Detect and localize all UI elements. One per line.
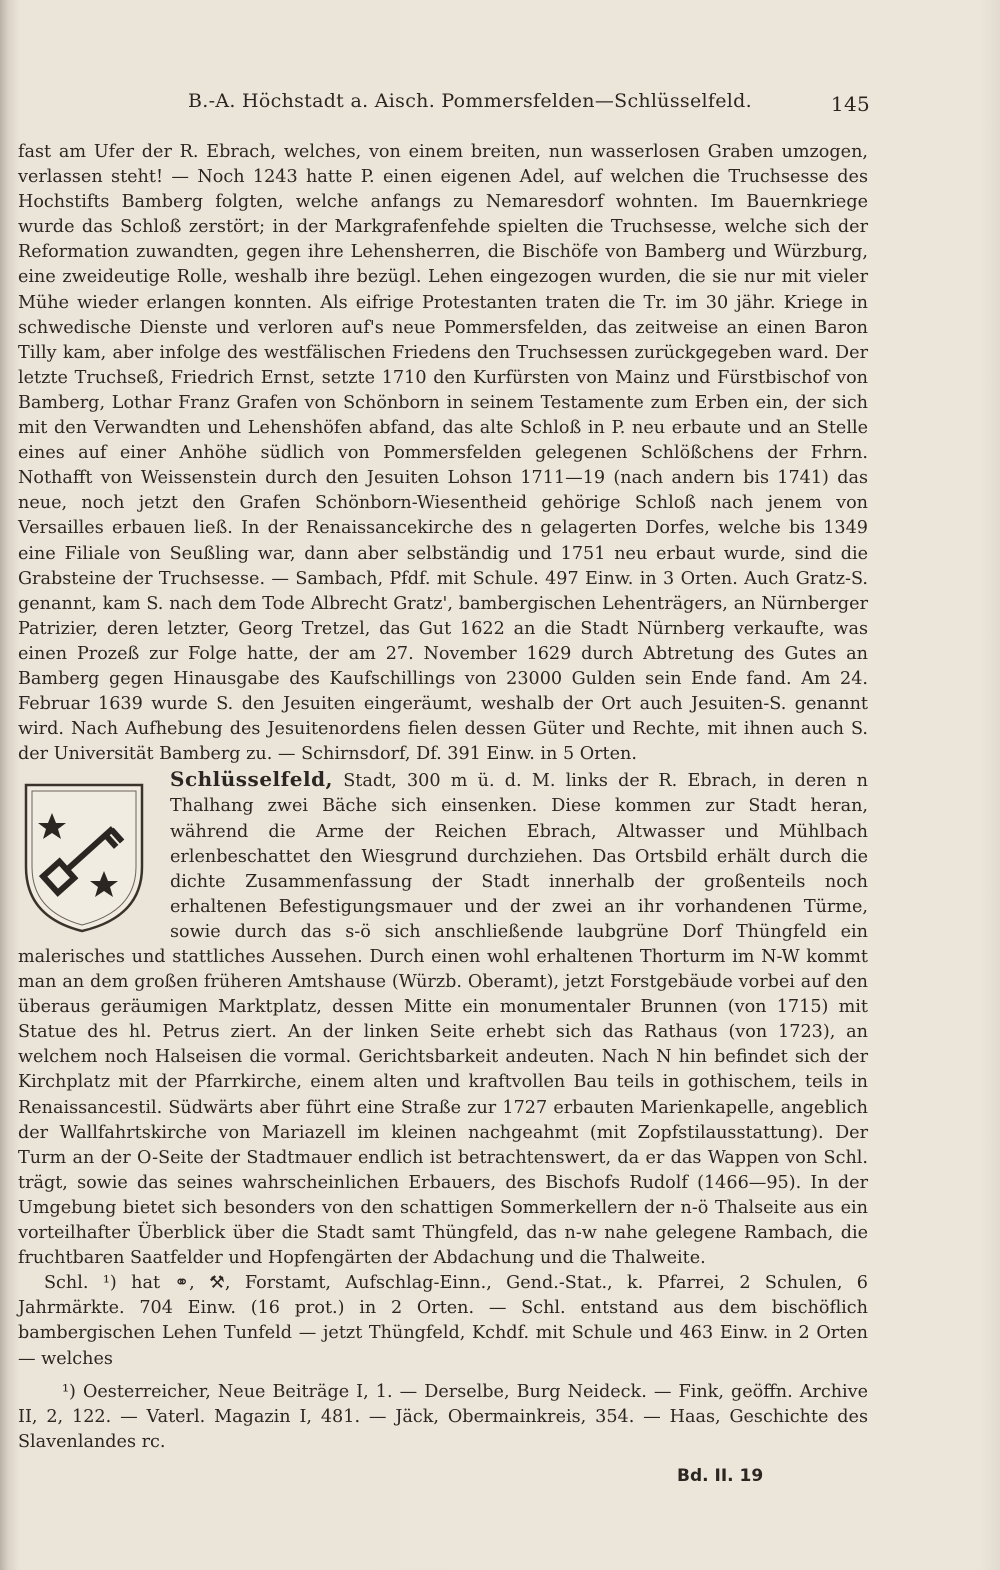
footnotes [18,1380,868,1455]
coat-of-arms-figure [18,775,158,935]
running-title: B.-A. Höchstadt a. Aisch. Pommersfelden—Schlüsselfeld. [188,90,752,112]
sheet-signature: Bd. II. 19 [677,1466,764,1486]
entry-text: Stadt, 300 m ü. d. M. links der R. Ebrach, in deren n Thalhang zwei Bäche sich einsenken. Diese kommen zur Stadt heran, während die Arme der Reichen Ebrach, Altwasser und Mühlbach erlenbeschattet den Wiesgrund durchziehen. Das Ortsbild erhält durch die dichte Zusammenfassung der Stadt innerhalb der großenteils noch erhaltenen Befestigungsmauer und der zwei an ihr vorhandenen Türme, sowie durch das s-ö sich anschließende laubgrüne Dorf Thüngfeld ein malerisches und stattliches Aussehen. Durch einen wohl erhaltenen Thorturm im N-W kommt man an dem großen früheren Amtshause (Würzb. Oberamt), jetzt Forstgebäude vorbei auf den überaus geräumigen Marktplatz, dessen Mitte ein monumentaler Brunnen (von 1715) mit Statue des hl. Petrus ziert. An der linken Seite erhebt sich das Rathaus (von 1723), an welchem noch Halseisen die vormal. Gerichtsbarkeit andeuten. Nach N hin befindet sich der Kirchplatz mit der Pfarrkirche, einem alten und kraftvollen Bau teils in gothischem, teils in Renaissancestil. Südwärts aber führt eine Straße zur 1727 erbauten Marienkapelle, angeblich der Wallfahrtskirche von Mariazell im kleinen nachgeahmt (mit Zopfstilausstattung). Der Turm an der O-Seite der Stadtmauer endlich ist betrachtenswert, da er das Wappen von Schl. trägt, sowie das seines wahrscheinlichen Erbauers, des Bischofs Rudolf (1466—95). In der Umgebung bietet sich besonders von den schattigen Sommerkellern der n-ö Thalseite aus ein vorteilhafter Überblick über die Stadt samt Thüngfeld, das n-w nahe gelegene Rambach, die fruchtbaren Saatfelder und Hopfengärten der Abdachung und die Thalweite. [18,771,869,1269]
page-number: 145 [830,92,870,116]
key-shield-icon [18,775,158,935]
page-header [170,90,890,118]
entry-heading: Schlüsselfeld, [170,767,334,792]
paragraph-pommersfelden: fast am Ufer der R. Ebrach, welches, von einem breiten, nun wasserlosen Graben umzogen, verlassen steht! — Noch 1243 hatte P. einen eigenen Adel, auf welchen die Truchsesse des Hochstifts Bamberg folgten, welche anfangs zu Nemaresdorf wohnten. Im Bauernkriege wurde das Schloß zerstört; in der Markgrafenfehde spielten die Truchsesse, welche sich der Reformation zuwandten, gegen ihre Lehensherren, die Bischöfe von Bamberg und Würzburg, eine zweideutige Rolle, weshalb ihre bezügl. Lehen eingezogen wurden, die sie nur mit vieler Mühe wieder erlangen konnten. Als eifrige Protestanten traten die Tr. im 30 jähr. Kriege in schwedische Dienste und verloren auf's neue Pommersfelden, das zeitweise an einen Baron Tilly kam, aber infolge des westfälischen Friedens den Truchsessen zurückgegeben ward. Der letzte Truchseß, Friedrich Ernst, setzte 1710 den Kurfürsten von Mainz und Fürstbischof von Bamberg, Lothar Franz Grafen von Schönborn in seinem Testamente zum Erben ein, der sich mit den Verwandten und Lehenshöfen abfand, das alte Schloß in P. neu erbaute und an Stelle eines auf einer Anhöhe südlich von Pommersfelden gelegenen Schlößchens der Frhrn. Nothafft von Weissenstein durch den Jesuiten Lohson 1711—19 (nach andern bis 1741) das neue, noch jetzt den Grafen Schönborn-Wiesentheid gehörige Schloß nach jenem von Versailles erbauen ließ. In der Renaissancekirche des n gelagerten Dorfes, welche bis 1349 eine Filiale von Seußling war, dann aber selbständig und 1751 neu erbaut wurde, sind die Grabsteine der Truchsesse. — Sambach, Pfdf. mit Schule. 497 Einw. in 3 Orten. Auch Gratz-S. genannt, kam S. nach dem Tode Albrecht Gratz', bambergischen Lehenträgers, an Nürnberger Patrizier, deren letzter, Georg Tretzel, das Gut 1622 an die Stadt Nürnberg verkaufte, was einen Prozeß zur Folge hatte, der am 27. November 1629 durch Abtretung des Gutes an Bamberg gegen Hinausgabe des Kaufschillings von 23000 Gulden sein Ende fand. Am 24. Februar 1639 wurde S. den Jesuiten eingeräumt, weshalb der Ort auch Jesuiten-S. genannt wird. Nach Aufhebung des Jesuitenordens fielen dessen Güter und Rechte, mit ihnen auch S. der Universität Bamberg zu. — Schirnsdorf, Df. 391 Einw. in 5 Orten. [18,142,868,765]
paragraph-schluesselfeld [18,767,868,1271]
main-text [18,140,868,1372]
paragraph-statistics: Schl. ¹) hat ⚭, ⚒, Forstamt, Aufschlag-Einn., Gend.-Stat., k. Pfarrei, 2 Schulen, 6 Jahrmärkte. 704 Einw. (16 prot.) in 2 Orten. — Schl. entstand aus dem bischöflich bambergischen Lehen Tunfeld — jetzt Thüngfeld, Kchdf. mit Schule und 463 Einw. in 2 Orten — welches [18,1273,868,1369]
footnote-1: ¹) Oesterreicher, Neue Beiträge I, 1. — Derselbe, Burg Neideck. — Fink, geöffn. Archive II, 2, 122. — Vaterl. Magazin I, 481. — Jäck, Obermainkreis, 354. — Haas, Geschichte des Slavenlandes rc. [18,1382,868,1452]
